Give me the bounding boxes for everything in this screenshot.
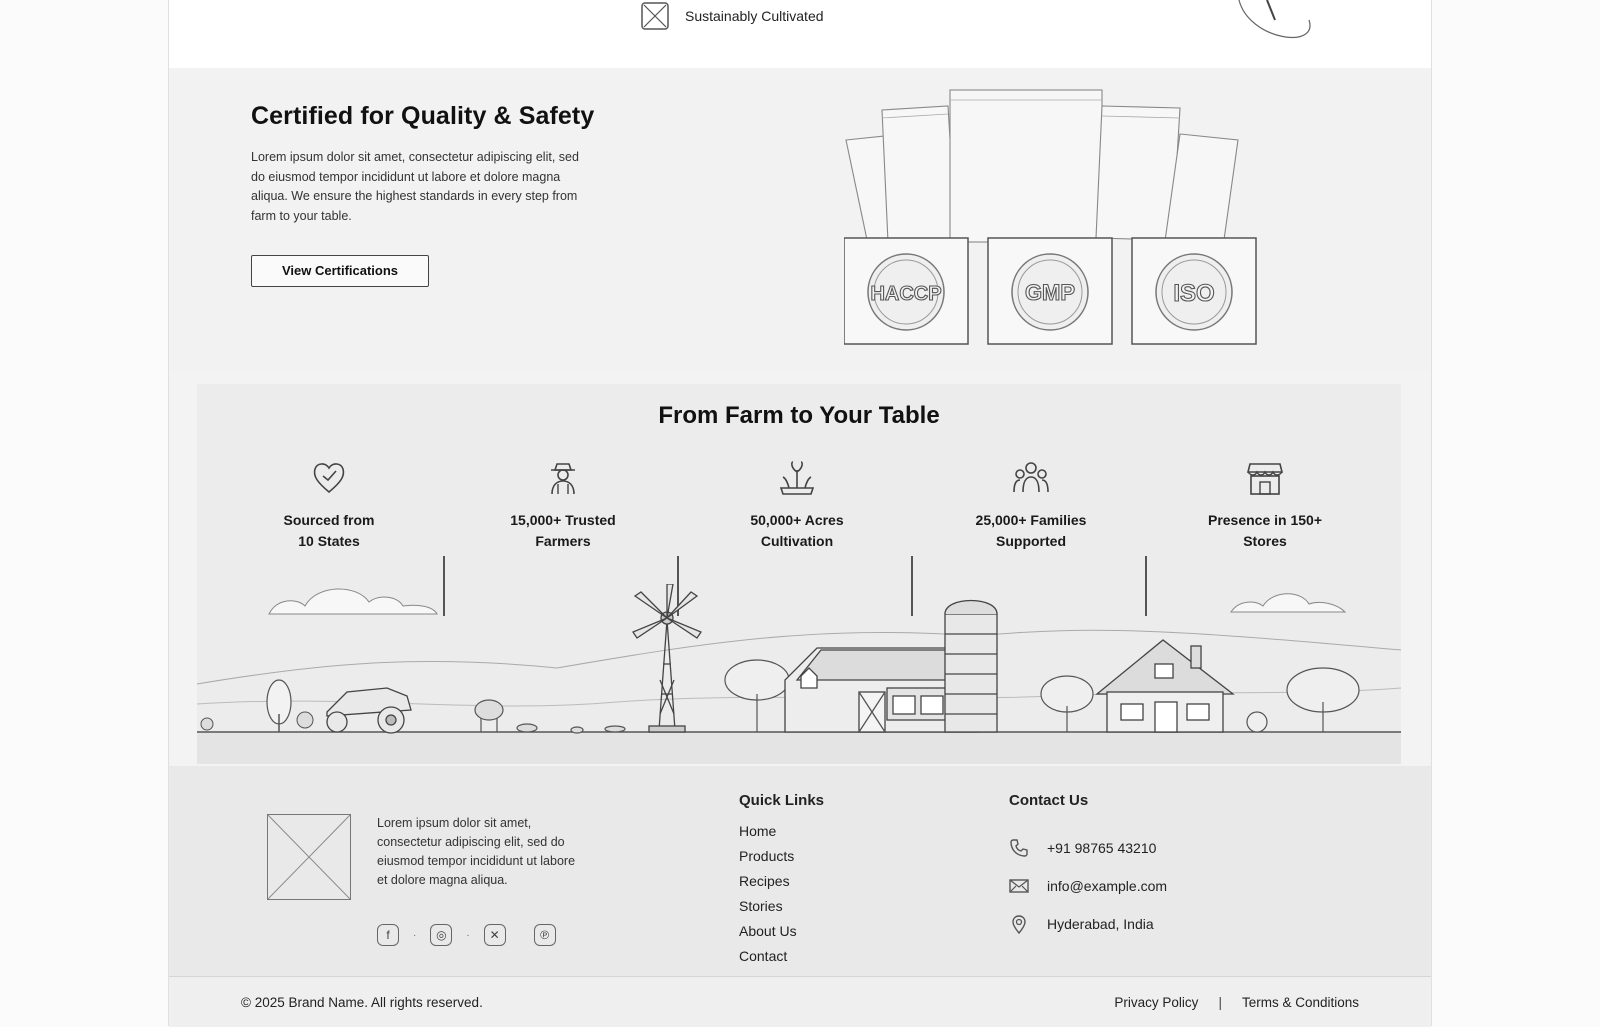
crop-icon — [777, 458, 817, 498]
section-title: From Farm to Your Table — [658, 402, 940, 429]
view-certifications-button[interactable]: View Certifications — [251, 255, 429, 287]
quick-link-products[interactable]: Products — [739, 848, 795, 864]
stat-item — [1165, 456, 1365, 552]
email-address: info@example.com — [1047, 878, 1168, 894]
quick-links-list — [739, 821, 797, 971]
contact-phone[interactable] — [1009, 838, 1156, 858]
feature-label: Sustainably Cultivated — [685, 8, 824, 24]
plant-illustration — [1089, 0, 1349, 64]
heart-map-icon — [309, 458, 349, 498]
store-icon — [1245, 458, 1285, 498]
features-strip — [169, 0, 1431, 69]
instagram-icon[interactable]: ◎ — [430, 924, 452, 946]
svg-text:GMP: GMP — [1024, 280, 1076, 305]
contact-title: Contact Us — [1009, 792, 1089, 809]
quick-links-title: Quick Links — [739, 792, 825, 809]
quick-link-stories[interactable]: Stories — [739, 898, 783, 914]
social-links — [377, 924, 556, 946]
pinterest-icon[interactable]: ℗ — [534, 924, 556, 946]
quick-link-home[interactable]: Home — [739, 823, 777, 839]
twitter-x-icon[interactable]: ✕ — [484, 924, 506, 946]
stat-item — [463, 456, 663, 552]
bottom-bar — [169, 976, 1431, 1027]
iso-badge — [1132, 238, 1256, 344]
separator-dot: · — [413, 929, 417, 941]
haccp-badge — [844, 238, 968, 344]
contact-email[interactable] — [1009, 876, 1167, 896]
terms-link[interactable]: Terms & Conditions — [1241, 995, 1359, 1010]
section-title: Certified for Quality & Safety — [251, 102, 595, 130]
gmp-badge — [988, 238, 1112, 344]
facebook-icon[interactable]: f — [377, 924, 399, 946]
farm-landscape-illustration — [197, 584, 1401, 764]
section-description: Lorem ipsum dolor sit amet, consectetur adipiscing elit, sed do eiusmod tempor incididunt ut labore et dolore magna aliqua. We ensure the highest standards in every step from farm to your table. — [251, 150, 579, 223]
privacy-policy-link[interactable]: Privacy Policy — [1114, 995, 1199, 1010]
quick-link-about-us[interactable]: About Us — [739, 923, 797, 939]
phone-number: +91 98765 43210 — [1047, 840, 1157, 856]
image-placeholder-icon — [641, 2, 669, 30]
stats-row — [197, 456, 1401, 556]
farmer-icon — [543, 458, 583, 498]
stat-item — [697, 456, 897, 552]
copyright-text: © 2025 Brand Name. All rights reserved. — [241, 995, 483, 1010]
farm-to-table-section — [197, 384, 1401, 764]
feature-item — [641, 2, 824, 30]
quick-link-recipes[interactable]: Recipes — [739, 873, 790, 889]
certifications-section — [169, 68, 1431, 370]
contact-address — [1009, 914, 1154, 934]
stat-item — [931, 456, 1131, 552]
link-separator: | — [1218, 995, 1222, 1010]
phone-icon — [1009, 838, 1029, 858]
address: Hyderabad, India — [1047, 916, 1154, 932]
brand-logo-placeholder — [267, 814, 351, 900]
quick-link-contact[interactable]: Contact — [739, 948, 788, 964]
footer-about-text: Lorem ipsum dolor sit amet, consectetur adipiscing elit, sed do eiusmod tempor incididunt ut labore et dolore magna aliqua. — [377, 816, 576, 887]
footer — [169, 766, 1431, 976]
stat-label: 25,000+ Families Supported — [975, 512, 1087, 549]
svg-text:ISO: ISO — [1173, 280, 1215, 307]
location-pin-icon — [1009, 914, 1029, 934]
stat-item — [229, 456, 429, 552]
stat-label: 15,000+ Trusted Farmers — [510, 512, 616, 549]
family-icon — [1011, 458, 1051, 498]
certificates-illustration — [844, 88, 1264, 353]
stat-label: Presence in 150+ Stores — [1207, 512, 1323, 549]
mail-icon — [1009, 876, 1029, 896]
legal-links — [1114, 995, 1359, 1010]
stat-label: 50,000+ Acres Cultivation — [750, 512, 844, 549]
page — [168, 0, 1432, 1026]
stat-label: Sourced from 10 States — [283, 512, 375, 549]
separator-dot: · — [466, 929, 470, 941]
svg-text:HACCP: HACCP — [870, 283, 942, 305]
